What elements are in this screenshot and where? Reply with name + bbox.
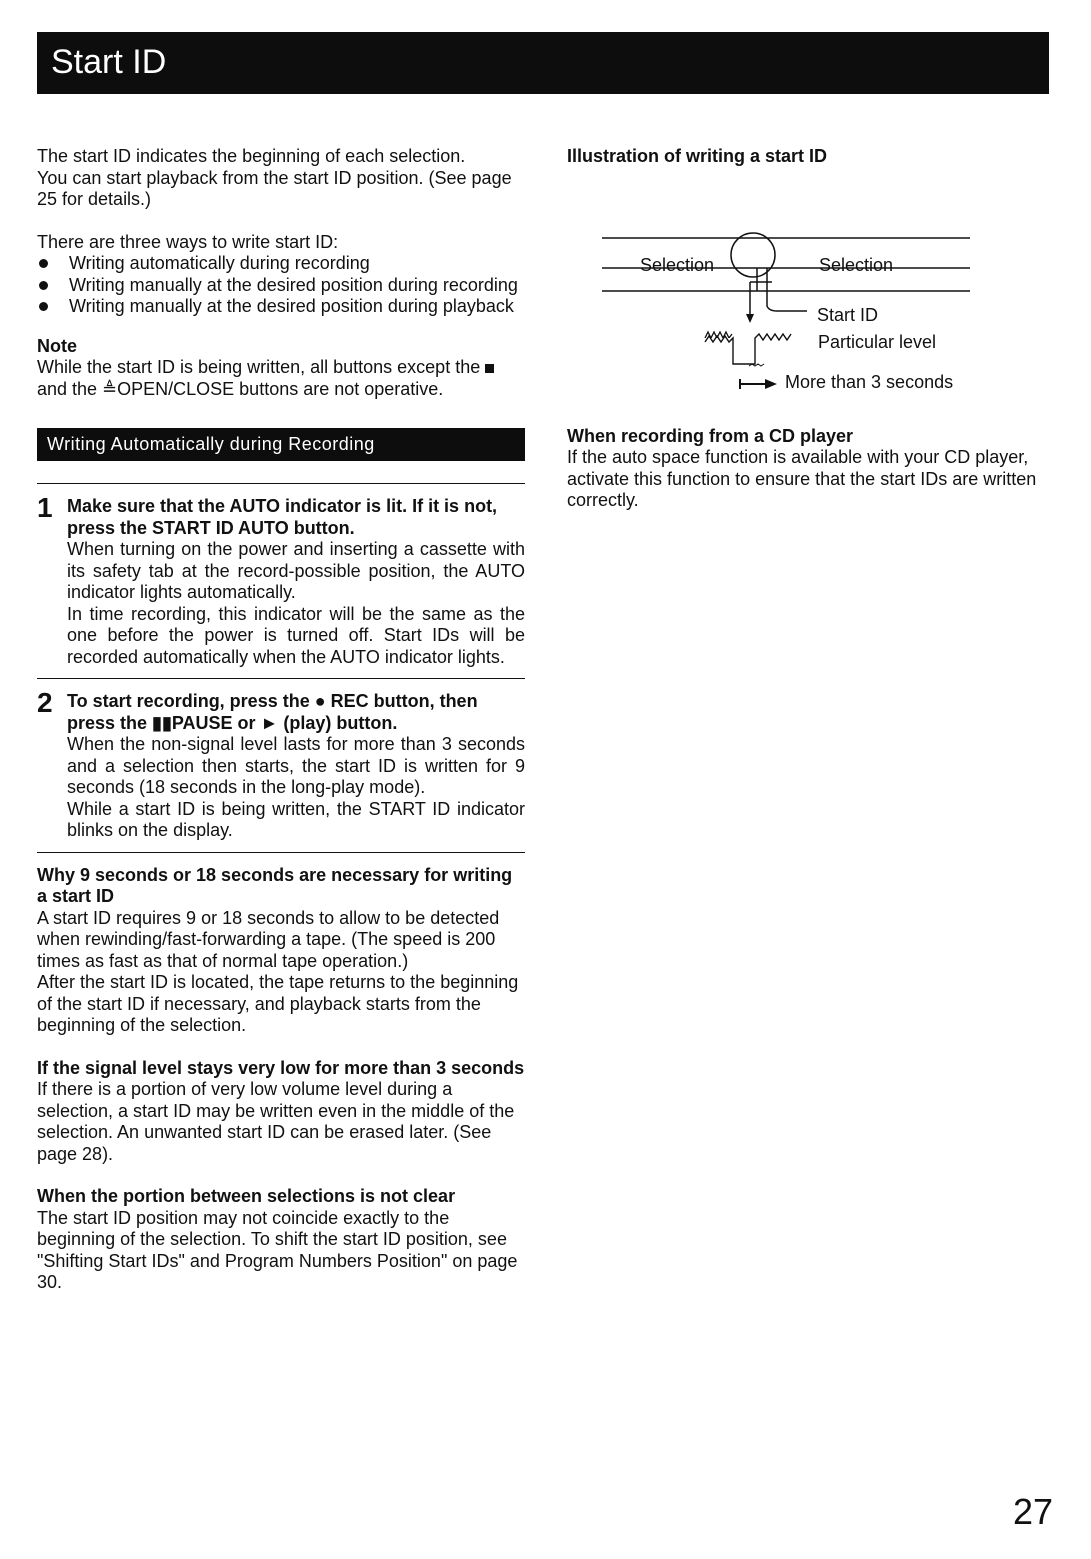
- bullet-icon: [39, 302, 48, 311]
- ways-heading: There are three ways to write start ID:: [37, 231, 339, 252]
- page-title: Start ID: [51, 43, 167, 81]
- step-number: 1: [37, 492, 53, 523]
- diagram-lines: [567, 178, 1047, 338]
- step-1: [37, 492, 525, 668]
- step-heading: To start recording, press the ● REC button, then press the ▮▮PAUSE or ► (play) button.: [67, 691, 478, 733]
- why-paragraph-2: After the start ID is located, the tape returns to the beginning of the start ID if necessary, and playback starts from the beginning of the selection.: [37, 972, 519, 1035]
- list-item: Writing automatically during recording: [37, 253, 525, 275]
- unclear-heading: When the portion between selections is not clear: [37, 1186, 456, 1206]
- left-column: [37, 146, 525, 1294]
- step-2: [37, 687, 525, 842]
- step-number: 2: [37, 687, 53, 718]
- why-heading: Why 9 seconds or 18 seconds are necessary for writing a start ID: [37, 864, 513, 906]
- why-paragraph-1: A start ID requires 9 or 18 seconds to allow to be detected when rewinding/fast-forwarding a tape. (The speed is 200 times as fast as that of normal tape operation.): [37, 907, 500, 971]
- bullet-icon: [39, 281, 48, 290]
- illustration-heading: Illustration of writing a start ID: [567, 146, 828, 166]
- divider: [37, 678, 525, 679]
- particular-level-label: Particular level: [818, 331, 937, 352]
- selection-right-label: Selection: [819, 254, 894, 275]
- stop-icon: [485, 364, 494, 373]
- selection-left-label: Selection: [640, 254, 715, 275]
- intro-paragraph-1: The start ID indicates the beginning of each selection.: [37, 146, 466, 166]
- note-text: While the start ID is being written, all buttons except the and the ≜OPEN/CLOSE buttons are not operative.: [37, 357, 525, 400]
- section-title-bar: Writing Automatically during Recording: [37, 428, 525, 461]
- step-heading: Make sure that the AUTO indicator is lit. If it is not, press the START ID AUTO button.: [67, 496, 498, 538]
- level-diagram: [567, 328, 1047, 408]
- duration-label: More than 3 seconds: [785, 371, 954, 392]
- step-body: When turning on the power and inserting a cassette with its safety tab at the record-possible position, the AUTO indicator lights automatically.: [67, 539, 525, 602]
- cd-text: If the auto space function is available with your CD player, activate this function to ensure that the start IDs are written correctly.: [567, 447, 1037, 510]
- low-signal-heading: If the signal level stays very low for more than 3 seconds: [37, 1057, 525, 1078]
- intro-paragraph-2: You can start playback from the start ID position. (See page 25 for details.): [37, 167, 512, 209]
- step-body: When the non-signal level lasts for more than 3 seconds and a selection then starts, the start ID is written for 9 seconds (18 seconds in the long-play mode).: [67, 734, 525, 797]
- bullet-icon: [39, 259, 48, 268]
- step-body: While a start ID is being written, the START ID indicator blinks on the display.: [67, 798, 525, 840]
- unclear-text: The start ID position may not coincide exactly to the beginning of the selection. To shift the start ID position, see "Shifting Start IDs" and Program Numbers Position" on page 30.: [37, 1207, 518, 1292]
- note-heading: Note: [37, 335, 77, 356]
- page-title-bar: [37, 32, 1049, 94]
- ways-list: [37, 253, 525, 318]
- start-id-label: Start ID: [817, 304, 879, 325]
- low-signal-text: If there is a portion of very low volume level during a selection, a start ID may be written even in the middle of the selection. An unwanted start ID can be erased later. (See page 28).: [37, 1079, 515, 1164]
- cd-heading: When recording from a CD player: [567, 425, 854, 446]
- divider: [37, 852, 525, 853]
- list-item: Writing manually at the desired position during playback: [37, 296, 525, 318]
- step-body: In time recording, this indicator will be the same as the one before the power is turned off. Start IDs will be recorded automatically when the AUTO indicator lights.: [67, 603, 525, 667]
- right-column: [567, 146, 1047, 512]
- list-item: Writing manually at the desired position during recording: [37, 275, 525, 297]
- level-waveform: [567, 328, 1047, 408]
- page-number: 27: [1012, 1491, 1053, 1532]
- start-id-diagram: [567, 178, 1047, 338]
- divider: [37, 483, 525, 484]
